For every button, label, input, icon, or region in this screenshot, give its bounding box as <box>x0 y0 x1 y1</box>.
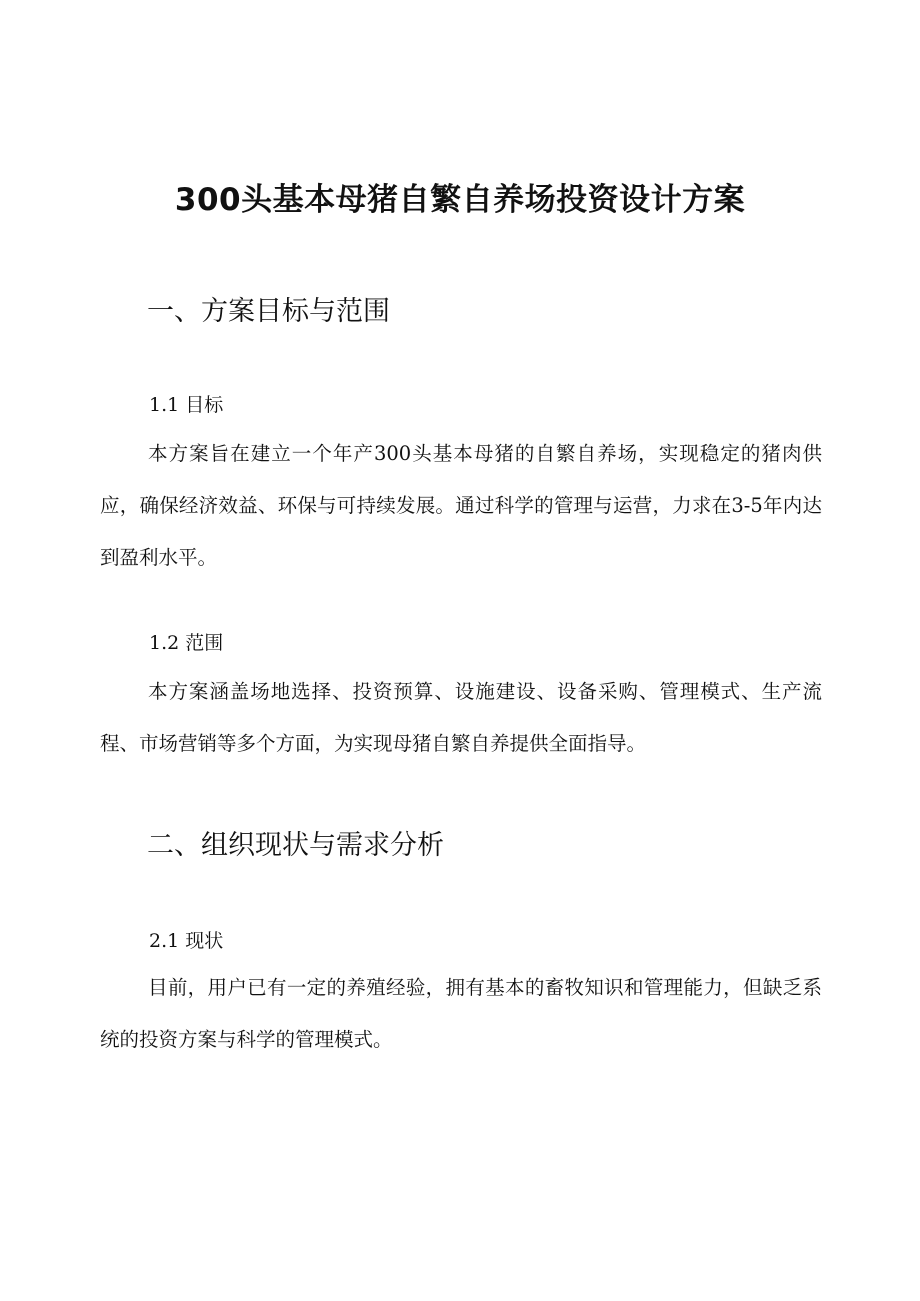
subsection-heading-scope: 1.2 范围 <box>149 632 224 654</box>
subsection-heading-status: 2.1 现状 <box>149 930 224 952</box>
paragraph-goal: 本方案旨在建立一个年产300头基本母猪的自繁自养场，实现稳定的猪肉供应，确保经济效益、环保与可持续发展。通过科学的管理与运营，力求在3-5年内达到盈利水平。 <box>100 442 822 569</box>
paragraph-status: 目前，用户已有一定的养殖经验，拥有基本的畜牧知识和管理能力，但缺乏系统的投资方案与科学的管理模式。 <box>100 976 822 1051</box>
section-heading-goals-scope: 一、方案目标与范围 <box>147 296 390 327</box>
subsection-heading-goal: 1.1 目标 <box>149 394 224 416</box>
paragraph-scope: 本方案涵盖场地选择、投资预算、设施建设、设备采购、管理模式、生产流程、市场营销等多个方面，为实现母猪自繁自养提供全面指导。 <box>100 680 822 755</box>
document-title: 300头基本母猪自繁自养场投资设计方案 <box>174 182 746 218</box>
section-heading-status-needs: 二、组织现状与需求分析 <box>147 830 444 861</box>
